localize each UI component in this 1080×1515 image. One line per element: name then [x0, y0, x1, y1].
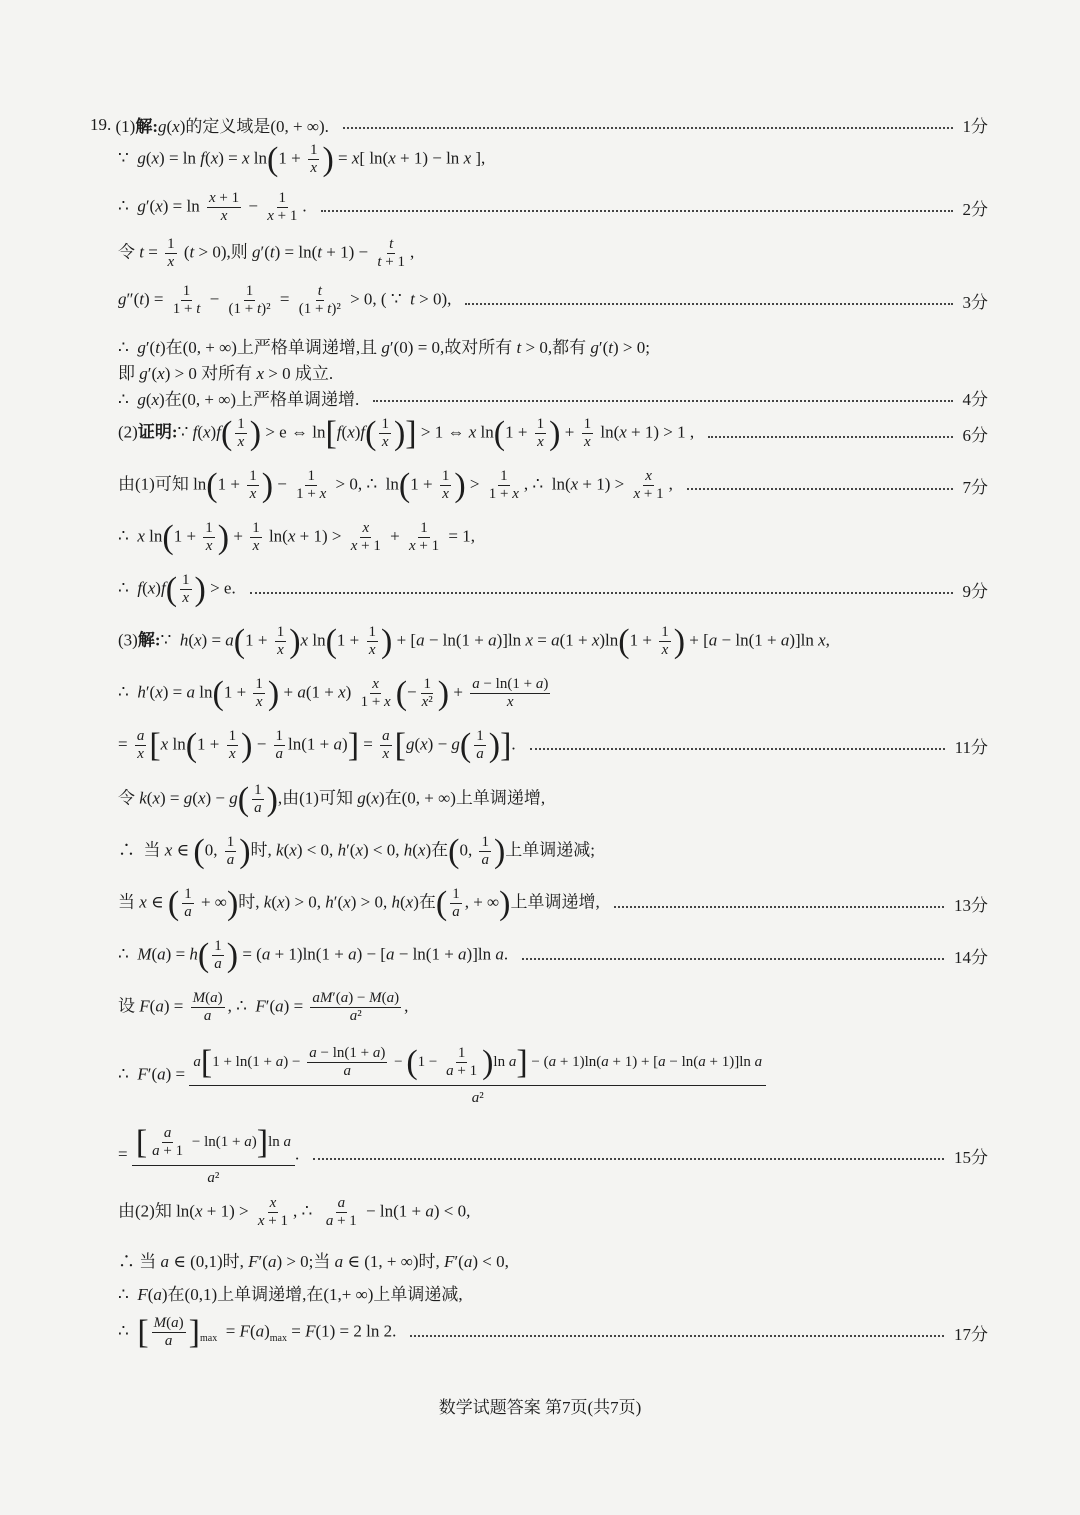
solution-line: ∴ g′(x) = ln $\frac{x + 1}{x}$ − $\frac{1}{x + 1}$ . 2分 — [118, 190, 988, 225]
solution-line: ∴ F(a)在(0,1)上单调递增,在(1,+ ∞)上单调递减, — [118, 1285, 463, 1304]
dot-leader — [373, 400, 952, 402]
solution-line: 19. (1)解:g(x)的定义域是(0, + ∞). 1分 — [90, 112, 988, 137]
score-mark: 17分 — [954, 1325, 988, 1345]
solution-line: ∴ 当 x ∈ (0, $\frac{1}{a}$ )时, k(x) < 0, h′(x) < 0, h(x)在(0, $\frac{1}{a}$ )上单调递减; — [118, 832, 596, 870]
solution-line: ∴ h′(x) = a ln(1 + $\frac{1}{x}$ ) + a(1 + x) $\frac{x}{1 + x}$ (− $\frac{1}{\text{x²}}$ ) + $\frac{a - \ln(1 + a)}{x}$ — [118, 674, 549, 712]
score-mark: 9分 — [962, 582, 988, 602]
score-mark: 2分 — [962, 200, 988, 220]
score-mark: 7分 — [962, 478, 988, 498]
dot-leader — [410, 1335, 944, 1337]
score-mark: 3分 — [962, 293, 988, 313]
dot-leader — [614, 906, 944, 908]
solution-line: 设 F(a) = $\frac{M(a)}{a}$ , ∴ F′(a) = $\frac{aM'(a) - M(a)}{\text{a²}}$ , — [118, 990, 409, 1025]
score-mark: 15分 — [954, 1148, 988, 1168]
solution-line: 由(2)知 ln(x + 1) > $\frac{x}{x + 1}$ , ∴ $\frac{a}{a + 1}$ − ln(1 + a) < 0, — [118, 1195, 471, 1230]
solution-line: ∴ F′(a) = a[1 + ln(1 + a) − $\frac{a - \ln(1 + a)}{a}$ − (1 − $\frac{1}{a + 1}$ )ln a] − (a + 1)ln(a + 1) + [a − ln(a + 1)]ln a a² — [118, 1045, 988, 1107]
dot-leader — [313, 1158, 944, 1160]
score-mark: 11分 — [954, 738, 988, 758]
solution-line: 即 g′(x) > 0 对所有 x > 0 成立. — [118, 364, 334, 383]
dot-leader — [343, 127, 953, 129]
dot-leader — [321, 210, 953, 212]
solution-line: 由(1)可知 ln(1 + $\frac{1}{x}$ ) − $\frac{1}{1 + x}$ > 0, ∴ ln(1 + $\frac{1}{x}$ ) > $\frac{1}{1 + x}$ , ∴ ln(x + 1) > $\frac{x}{x + 1}$ , 7分 — [118, 466, 988, 504]
solution-line: ∵ g(x) = ln f(x) = x ln(1 + $\frac{1}{x}$ ) = x[ ln(x + 1) − ln x ], — [118, 140, 486, 178]
score-mark: 6分 — [962, 426, 988, 446]
solution-line: (2)证明:∵ f(x)f( $\frac{1}{x}$ ) > e ⇔ ln[f(x)f( $\frac{1}{x}$ )] > 1 ⇔ x ln(1 + $\frac{1}{x}$ ) + $\frac{1}{x}$ ln(x + 1) > 1 , 6分 — [118, 414, 988, 452]
solution-line: ∴ M(a) = h( $\frac{1}{a}$ ) = (a + 1)ln(1 + a) − [a − ln(1 + a)]ln a. 14分 — [118, 936, 988, 974]
problem-number: 19. — [90, 114, 112, 134]
dot-leader — [708, 436, 952, 438]
solution-line: = $\frac{a}{x}$ [x ln(1 + $\frac{1}{x}$ ) − $\frac{1}{a}$ ln(1 + a)] = $\frac{a}{x}$ [g(x) − g( $\frac{1}{a}$ )]. 11分 — [118, 726, 988, 764]
page-footer: 数学试题答案 第7页(共7页) — [438, 1398, 642, 1417]
solution-line: 令 k(x) = g(x) − g( $\frac{1}{a}$ ),由(1)可知 g(x)在(0, + ∞)上单调递增, — [118, 780, 546, 818]
solution-line: = [ $\frac{a}{a + 1}$ − ln(1 + a)]ln a a² . 15分 — [118, 1123, 988, 1186]
score-mark: 14分 — [954, 948, 988, 968]
score-mark: 1分 — [962, 117, 988, 136]
solution-line: 当 x ∈ ( $\frac{1}{a}$ + ∞)时, k(x) > 0, h′(x) > 0, h(x)在( $\frac{1}{a}$ , + ∞)上单调递增, 13分 — [118, 884, 988, 922]
dot-leader — [687, 488, 953, 490]
score-mark: 13分 — [954, 896, 988, 916]
solution-line: ∴ x ln(1 + $\frac{1}{x}$ ) + $\frac{1}{x}$ ln(x + 1) > $\frac{x}{x + 1}$ + $\frac{1}{x + 1}$ = 1, — [118, 518, 475, 556]
solution-line: ∴ f(x)f( $\frac{1}{x}$ ) > e. 9分 — [118, 570, 988, 608]
solution-line: ∴ g(x)在(0, + ∞)上严格单调递增. 4分 — [118, 385, 988, 410]
solution-line: 令 t = $\frac{1}{x}$ (t > 0),则 g′(t) = ln(t + 1) − $\frac{t}{t + 1}$ , — [118, 236, 415, 271]
dot-leader — [250, 592, 953, 594]
dot-leader — [522, 958, 944, 960]
solution-line: g″(t) = $\frac{1}{1 + t}$ − $\frac{1}{\text{(1 + t)²}}$ = $\frac{t}{\text{(1 + t)²}}$ > 0, ( ∵ t > 0), 3分 — [118, 283, 988, 318]
score-mark: 4分 — [962, 390, 988, 409]
solution-line: ∴ 当 a ∈ (0,1)时, F′(a) > 0;当 a ∈ (1, + ∞)时, F′(a) < 0, — [118, 1252, 509, 1271]
solution-line: (3)解:∵ h(x) = a(1 + $\frac{1}{x}$ )x ln(1 + $\frac{1}{x}$ ) + [a − ln(1 + a)]ln x = a(1 + x)ln(1 + $\frac{1}{x}$ ) + [a − ln(1 + a)]ln x, — [118, 622, 830, 660]
solution-line: ∴ [ $\frac{M(a)}{a}$ ]$_{max} = F(a)_{max} = F(1) = 2$ ln 2. 17分 — [118, 1313, 988, 1351]
dot-leader — [530, 748, 945, 750]
dot-leader — [465, 303, 952, 305]
solution-line: ∴ g′(t)在(0, + ∞)上严格单调递增,且 g′(0) = 0,故对所有 t > 0,都有 g′(t) > 0; — [118, 338, 650, 357]
